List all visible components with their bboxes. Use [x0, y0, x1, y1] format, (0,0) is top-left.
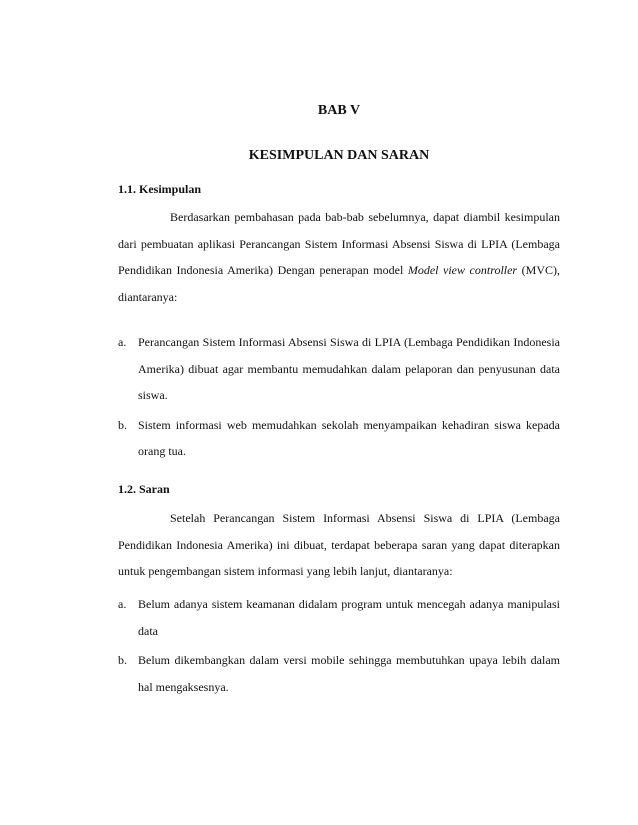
- list-item-text: Perancangan Sistem Informasi Absensi Siswa di LPIA (Lembaga Pendidikan Indonesia Amerika) dibuat agar membantu memudahkan dalam pelaporan dan penyusunan data siswa.: [138, 335, 560, 402]
- list-marker: b.: [118, 653, 127, 667]
- list-marker: a.: [118, 335, 127, 349]
- chapter-number: BAB V: [317, 103, 361, 118]
- kesimpulan-paragraph: [118, 204, 560, 310]
- list-item: [118, 647, 560, 700]
- kesimpulan-paragraph-emphasis: Model view controller: [407, 263, 518, 277]
- list-item: [118, 412, 560, 465]
- list-item-text: Sistem informasi web memudahkan sekolah menyampaikan kehadiran siswa kepada orang tua.: [138, 417, 560, 458]
- section-heading-saran: 1.2. Saran: [118, 482, 170, 496]
- kesimpulan-paragraph-text: Berdasarkan pembahasan pada bab-bab sebelumnya, dapat diambil kesimpulan dari pembuatan aplikasi Perancangan Sistem Informasi Absensi Siswa di LPIA (Lembaga Pendidikan Indonesia Amerika) Dengan penerapan model: [118, 210, 560, 277]
- saran-list: [118, 591, 560, 700]
- chapter-title: KESIMPULAN DAN SARAN: [248, 148, 430, 163]
- kesimpulan-paragraph-tail: (MVC), diantaranya:: [118, 263, 560, 304]
- list-item: [118, 329, 560, 409]
- list-marker: b.: [118, 417, 127, 432]
- list-item: [118, 591, 560, 644]
- saran-paragraph: Setelah Perancangan Sistem Informasi Absensi Siswa di LPIA (Lembaga Pendidikan Indonesia Amerika) ini dibuat, terdapat beberapa saran yang dapat diterapkan untuk pengembangan sistem informasi yang lebih lanjut, diantaranya:: [118, 511, 560, 578]
- kesimpulan-list: [118, 329, 560, 465]
- list-item-text: Belum dikembangkan dalam versi mobile sehingga membutuhkan upaya lebih dalam hal mengaksesnya.: [138, 653, 560, 694]
- list-marker: a.: [118, 597, 127, 611]
- section-heading-kesimpulan: 1.1. Kesimpulan: [118, 182, 202, 196]
- list-item-text: Belum adanya sistem keamanan didalam program untuk mencegah adanya manipulasi data: [138, 597, 560, 638]
